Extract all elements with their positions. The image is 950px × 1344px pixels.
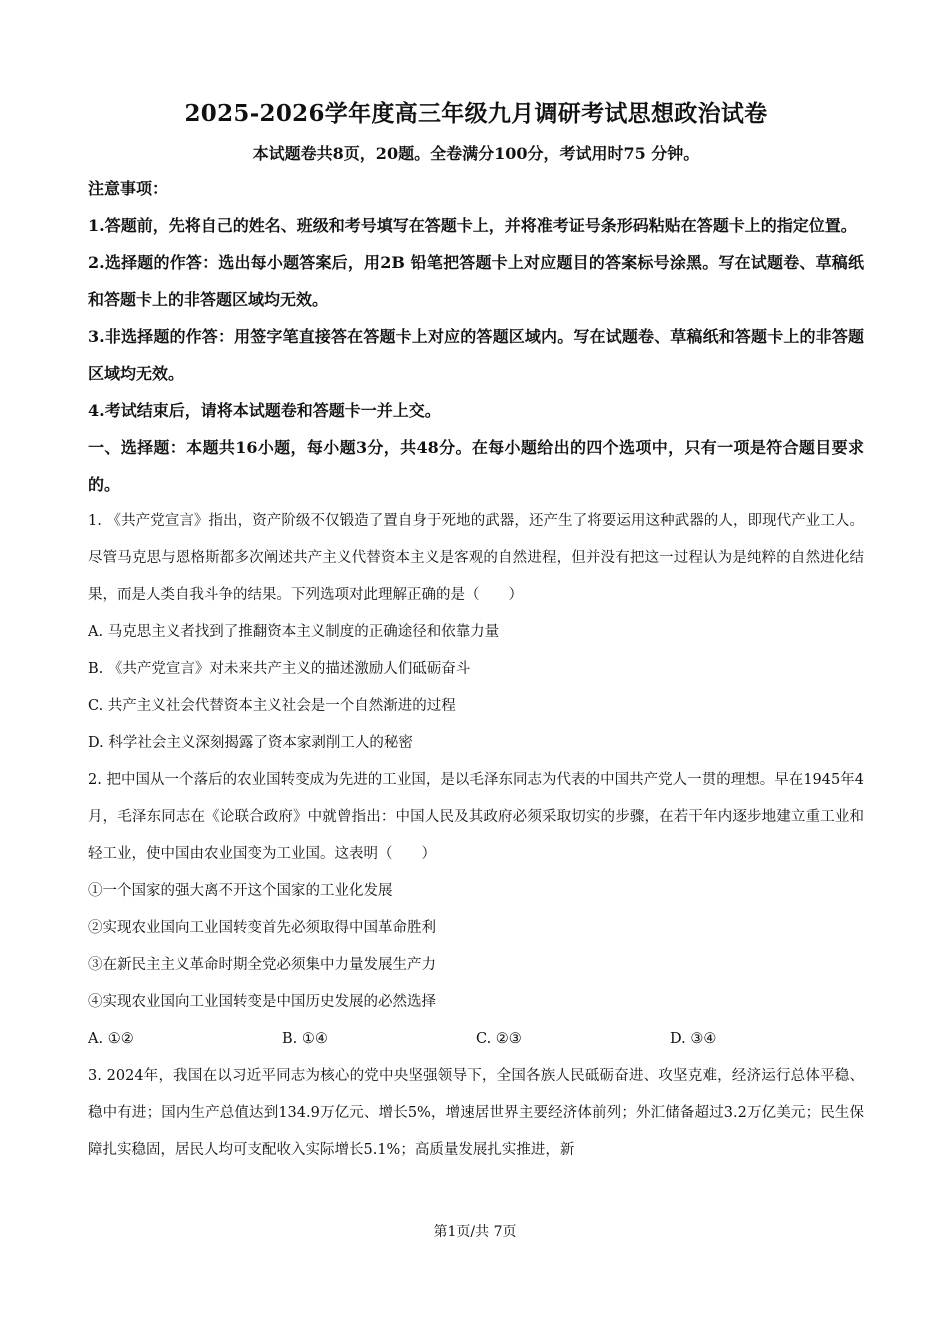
notice-item: 1.答题前，先将自己的姓名、班级和考号填写在答题卡上，并将准考证号条形码粘贴在答题卡上的指定位置。 (88, 216, 857, 235)
question-2-option-d: D. ③④ (670, 1031, 717, 1047)
question-2-statement: ④实现农业国向工业国转变是中国历史发展的必然选择 (88, 994, 436, 1010)
question-2-statement: ②实现农业国向工业国转变首先必须取得中国革命胜利 (88, 920, 436, 936)
question-2-option-b: B. ①④ (282, 1031, 328, 1047)
question-1-option-c: C. 共产主义社会代替资本主义社会是一个自然渐进的过程 (88, 698, 456, 714)
question-1-stem: 1. 《共产党宣言》指出，资产阶级不仅锻造了置自身于死地的武器，还产生了将要运用这种武器的人，即现代产业工人。尽管马克思与恩格斯都多次阐述共产主义代替资本主义是客观的自然进程，但并没有把这一过程认为是纯粹的自然进化结果，而是人类自我斗争的结果。下列选项对此理解正确的是（ ） (88, 513, 864, 603)
exam-subtitle: 本试题卷共8页，20题。全卷满分100分，考试用时75 分钟。 (252, 144, 700, 163)
question-2-options (88, 1021, 864, 1058)
question-1-option-d: D. 科学社会主义深刻揭露了资本家剥削工人的秘密 (88, 735, 413, 751)
question-1-option-a: A. 马克思主义者找到了推翻资本主义制度的正确途径和依靠力量 (88, 624, 500, 640)
section-heading: 一、选择题：本题共16小题，每小题3分，共48分。在每小题给出的四个选项中，只有一项是符合题目要求的。 (88, 438, 864, 494)
question-1-option-b: B. 《共产党宣言》对未来共产主义的描述激励人们砥砺奋斗 (88, 661, 471, 677)
question-2-option-a: A. ①② (88, 1031, 134, 1047)
question-2-statement: ③在新民主主义革命时期全党必须集中力量发展生产力 (88, 957, 436, 973)
notice-heading: 注意事项： (88, 179, 169, 198)
notice-item: 3.非选择题的作答：用签字笔直接答在答题卡上对应的答题区域内。写在试题卷、草稿纸和答题卡上的非答题区域均无效。 (88, 327, 864, 383)
page-number: 第1页/共 7页 (433, 1224, 517, 1240)
question-3-stem: 3. 2024年，我国在以习近平同志为核心的党中央坚强领导下，全国各族人民砥砺奋进、攻坚克难，经济运行总体平稳、稳中有进；国内生产总值达到134.9万亿元、增长5%，增速居世界主要经济体前列；外汇储备超过3.2万亿美元；民生保障扎实稳固，居民人均可支配收入实际增长5.1%；高质量发展扎实推进，新 (88, 1068, 864, 1158)
exam-title: 2025-2026学年度高三年级九月调研考试思想政治试卷 (184, 100, 768, 127)
notice-item: 2.选择题的作答：选出每小题答案后，用2B 铅笔把答题卡上对应题目的答案标号涂黑。写在试题卷、草稿纸和答题卡上的非答题区域均无效。 (88, 253, 864, 309)
question-2-statement: ①一个国家的强大离不开这个国家的工业化发展 (88, 883, 393, 899)
exam-page (88, 96, 864, 1169)
question-2-stem: 2. 把中国从一个落后的农业国转变成为先进的工业国，是以毛泽东同志为代表的中国共产党人一贯的理想。早在1945年4月，毛泽东同志在《论联合政府》中就曾指出：中国人民及其政府必须采取切实的步骤，在若干年内逐步地建立重工业和轻工业，使中国由农业国变为工业国。这表明（ ） (88, 772, 864, 862)
notice-item: 4.考试结束后，请将本试题卷和答题卡一并上交。 (88, 401, 441, 420)
question-2-option-c: C. ②③ (476, 1031, 522, 1047)
